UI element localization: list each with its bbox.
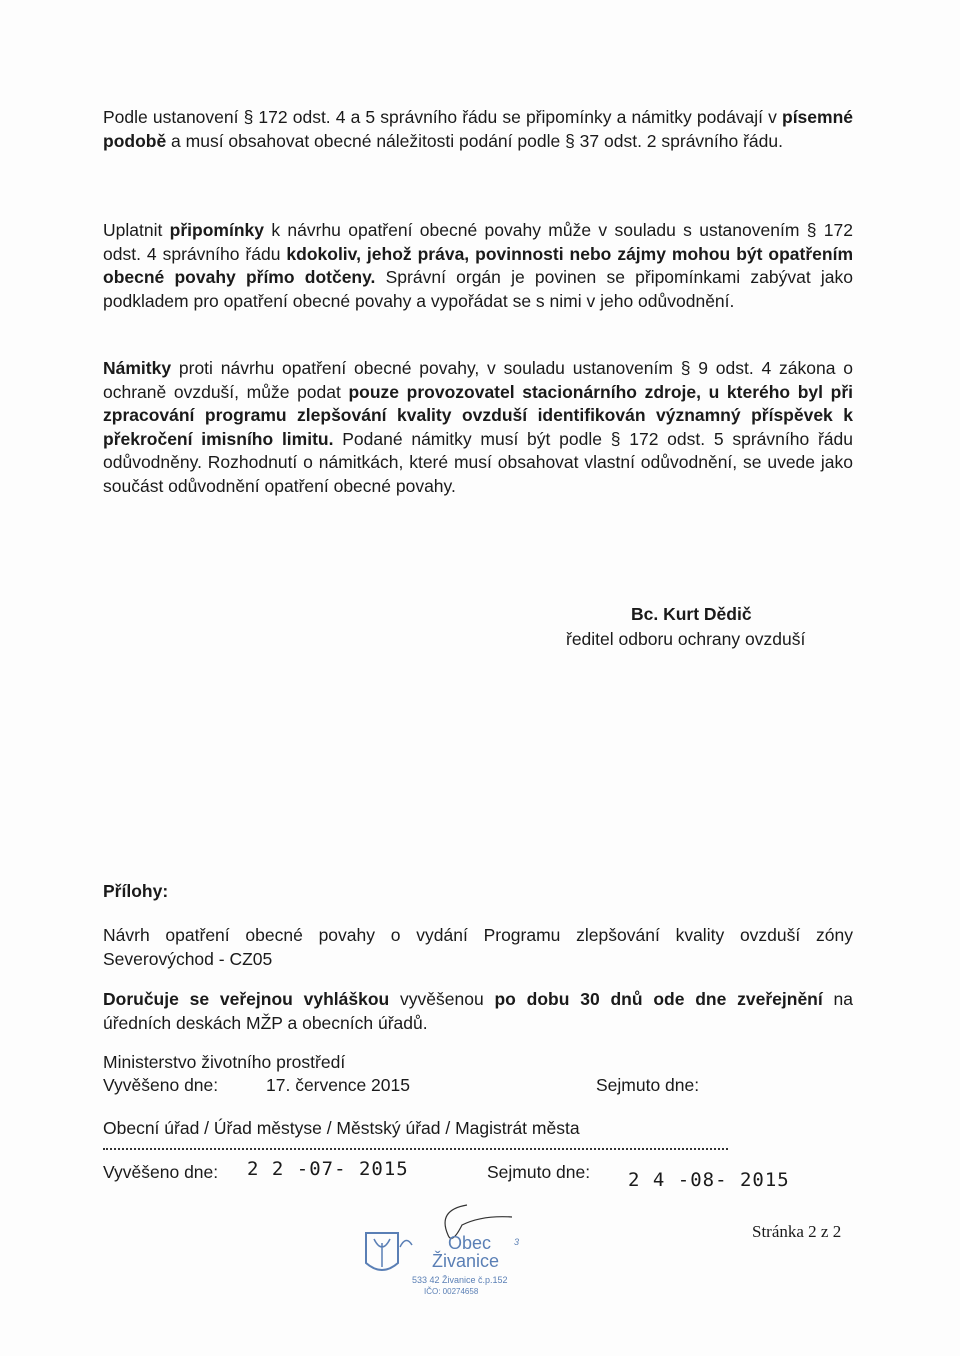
text-run-bold: pouze provozovatel stacionárního zdroje, u kterého byl při zpracování programu zlepšování kvality ovzduší identifikován významný příspěvek k překročení imisního limitu. — [103, 381, 853, 449]
text-run: Podané námitky musí být podle § 172 odst. 5 správního řádu odůvodněny. Rozhodnutí o námitkách, které musí obsahovat vlastní odůvodnění, se uvede jako součást odůvodnění opatření obecné povahy. — [103, 428, 853, 496]
municipal-removed-label: Sejmuto dne: — [487, 1162, 591, 1182]
text-run-bold: Námitky — [103, 358, 172, 378]
ministry-removed-label: Sejmuto dne: — [596, 1075, 700, 1095]
text-run-bold: po dobu 30 dnů ode dne zveřejnění — [494, 989, 823, 1009]
text-run: Podle ustanovení § 172 odst. 4 a 5 správního řádu se připomínky a námitky podávají v — [103, 107, 782, 127]
paragraph-objections — [103, 357, 853, 498]
leaf-icon — [400, 1240, 412, 1247]
municipal-seal — [362, 1195, 542, 1305]
text-run: k návrhu opatření obecné povahy může v souladu s ustanovením § 172 odst. 4 správního řádu — [103, 220, 853, 264]
seal-line-4: IČO: 00274658 — [424, 1287, 479, 1296]
paragraph-comments — [103, 219, 853, 313]
municipal-posted-date-stamp: 2 2 -07- 2015 — [247, 1158, 409, 1180]
text-run-bold: písemné podobě — [103, 107, 853, 151]
page-number: Stránka 2 z 2 — [752, 1222, 842, 1241]
paragraph-submission-form — [103, 106, 853, 153]
signatory-role: ředitel odboru ochrany ovzduší — [566, 629, 806, 649]
dotted-divider — [103, 1148, 728, 1150]
seal-line-3: 533 42 Živanice č.p.152 — [412, 1275, 508, 1285]
text-run-bold: kdokoliv, jehož práva, povinnosti nebo zájmy mohou být opatřením obecné povahy přímo dotčeny. — [103, 243, 854, 287]
text-run: proti návrhu opatření obecné povahy, v souladu ustanovením § 9 odst. 4 zákona o ochraně ovzduší, může podat — [103, 358, 853, 402]
text-run: vyvěšenou — [389, 989, 495, 1009]
delivery-notice — [103, 988, 853, 1035]
attachments-heading: Přílohy: — [103, 881, 169, 901]
signatory-name: Bc. Kurt Dědič — [631, 604, 752, 624]
ministry-posted-label: Vyvěšeno dne: — [103, 1075, 219, 1095]
ministry-posted-date: 17. července 2015 — [266, 1075, 410, 1095]
text-run: a musí obsahovat obecné náležitosti podání podle § 37 odst. 2 správního řádu. — [166, 130, 783, 151]
text-run-bold: Doručuje se veřejnou vyhláškou — [103, 989, 390, 1009]
seal-line-1: Obec — [448, 1233, 492, 1253]
seal-mark: 3 — [514, 1237, 520, 1247]
text-run: Správní orgán je povinen se připomínkami zabývat jako podkladem pro opatření obecné povahy a vypořádat se s nimi v jeho odůvodnění. — [103, 267, 853, 311]
municipal-posted-label: Vyvěšeno dne: — [103, 1162, 219, 1182]
ministry-name: Ministerstvo životního prostředí — [103, 1052, 346, 1072]
text-run-bold: připomínky — [169, 220, 264, 240]
attachment-item: Návrh opatření obecné povahy o vydání Programu zlepšování kvality ovzduší zóny Severovýchod - CZ05 — [103, 925, 853, 969]
coat-of-arms-emblem-icon — [374, 1239, 390, 1267]
municipal-office-title: Obecní úřad / Úřad městyse / Městský úřad / Magistrát města — [103, 1118, 580, 1138]
text-run: Uplatnit — [103, 220, 170, 240]
text-run: na úředních deskách MŽP a obecních úřadů. — [103, 989, 853, 1033]
municipal-removed-date-stamp: 2 4 -08- 2015 — [628, 1169, 790, 1191]
seal-line-2: Živanice — [432, 1251, 500, 1271]
